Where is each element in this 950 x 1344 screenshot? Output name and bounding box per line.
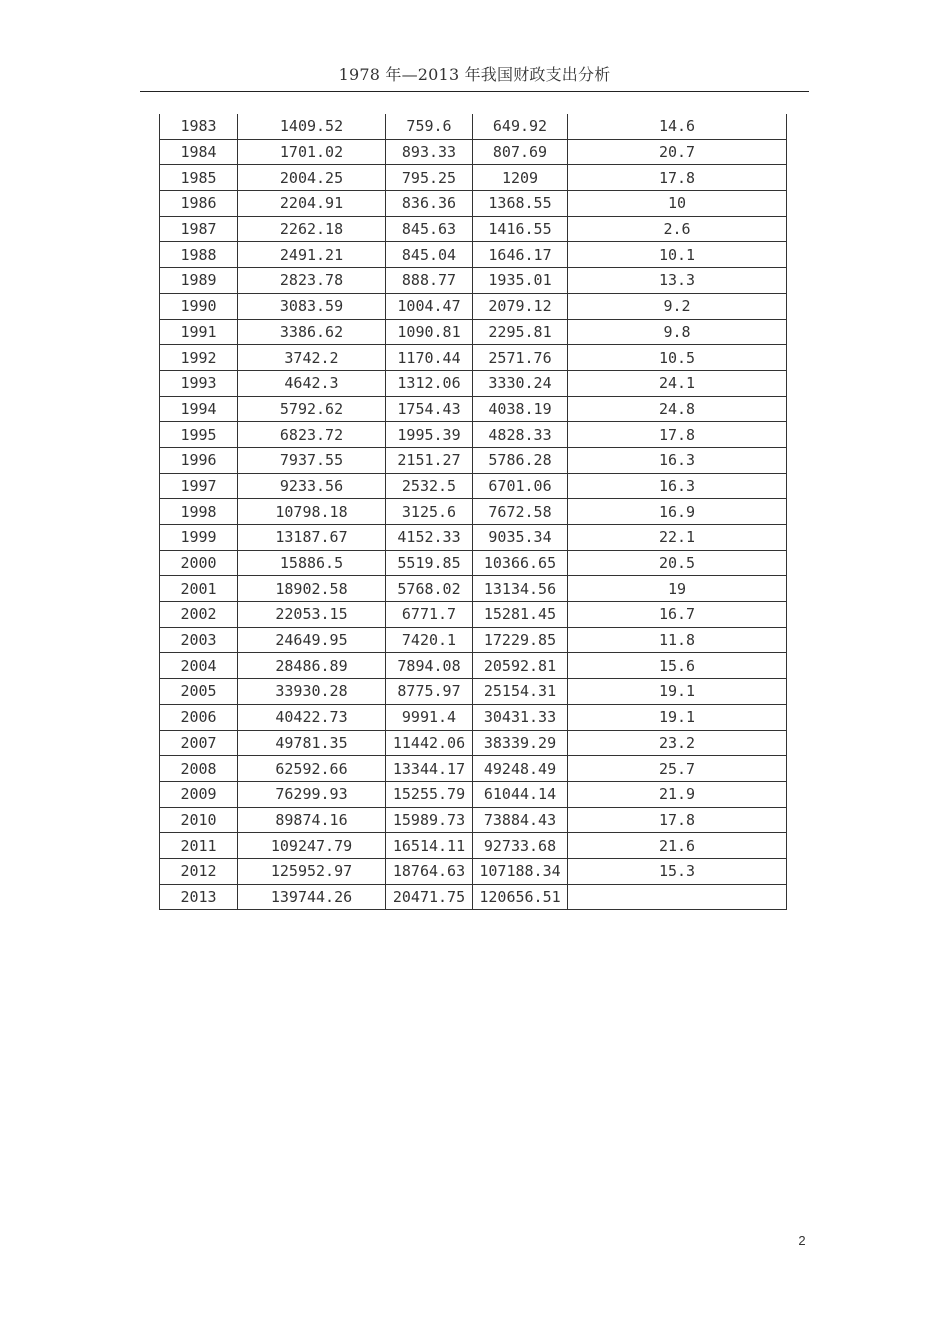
local-expenditure-cell: 13134.56 [473,576,568,602]
year-cell: 1995 [160,422,238,448]
central-expenditure-cell: 845.63 [386,216,473,242]
local-expenditure-cell: 120656.51 [473,884,568,910]
growth-rate-cell: 24.8 [568,396,787,422]
local-expenditure-cell: 2079.12 [473,293,568,319]
total-expenditure-cell: 2262.18 [238,216,386,242]
central-expenditure-cell: 20471.75 [386,884,473,910]
year-cell: 1994 [160,396,238,422]
year-cell: 1986 [160,191,238,217]
fiscal-table-body [160,114,787,910]
local-expenditure-cell: 1646.17 [473,242,568,268]
central-expenditure-cell: 795.25 [386,165,473,191]
growth-rate-cell: 25.7 [568,756,787,782]
central-expenditure-cell: 1090.81 [386,319,473,345]
growth-rate-cell: 19.1 [568,679,787,705]
table-row [160,447,787,473]
year-cell: 2013 [160,884,238,910]
year-cell: 2007 [160,730,238,756]
growth-rate-cell: 17.8 [568,165,787,191]
total-expenditure-cell: 62592.66 [238,756,386,782]
central-expenditure-cell: 1312.06 [386,370,473,396]
local-expenditure-cell: 1209 [473,165,568,191]
total-expenditure-cell: 3083.59 [238,293,386,319]
table-row [160,858,787,884]
total-expenditure-cell: 13187.67 [238,525,386,551]
total-expenditure-cell: 9233.56 [238,473,386,499]
growth-rate-cell: 23.2 [568,730,787,756]
table-row [160,499,787,525]
year-cell: 1984 [160,139,238,165]
table-row [160,216,787,242]
year-cell: 1992 [160,345,238,371]
growth-rate-cell: 11.8 [568,627,787,653]
growth-rate-cell: 19 [568,576,787,602]
central-expenditure-cell: 6771.7 [386,602,473,628]
central-expenditure-cell: 7894.08 [386,653,473,679]
table-row [160,730,787,756]
total-expenditure-cell: 22053.15 [238,602,386,628]
table-row [160,319,787,345]
total-expenditure-cell: 18902.58 [238,576,386,602]
table-row [160,345,787,371]
total-expenditure-cell: 15886.5 [238,550,386,576]
table-row [160,114,787,139]
growth-rate-cell: 16.3 [568,473,787,499]
year-cell: 2004 [160,653,238,679]
central-expenditure-cell: 1754.43 [386,396,473,422]
local-expenditure-cell: 15281.45 [473,602,568,628]
central-expenditure-cell: 16514.11 [386,833,473,859]
growth-rate-cell: 17.8 [568,422,787,448]
growth-rate-cell: 16.7 [568,602,787,628]
central-expenditure-cell: 888.77 [386,268,473,294]
year-cell: 2006 [160,704,238,730]
table-row [160,370,787,396]
local-expenditure-cell: 10366.65 [473,550,568,576]
local-expenditure-cell: 38339.29 [473,730,568,756]
year-cell: 2010 [160,807,238,833]
local-expenditure-cell: 9035.34 [473,525,568,551]
central-expenditure-cell: 8775.97 [386,679,473,705]
table-row [160,807,787,833]
growth-rate-cell: 20.7 [568,139,787,165]
total-expenditure-cell: 2004.25 [238,165,386,191]
local-expenditure-cell: 25154.31 [473,679,568,705]
central-expenditure-cell: 759.6 [386,114,473,139]
growth-rate-cell: 17.8 [568,807,787,833]
total-expenditure-cell: 4642.3 [238,370,386,396]
local-expenditure-cell: 2571.76 [473,345,568,371]
year-cell: 2000 [160,550,238,576]
year-cell: 1990 [160,293,238,319]
local-expenditure-cell: 61044.14 [473,781,568,807]
year-cell: 1989 [160,268,238,294]
growth-rate-cell: 9.2 [568,293,787,319]
year-cell: 1988 [160,242,238,268]
growth-rate-cell: 16.3 [568,447,787,473]
year-cell: 1998 [160,499,238,525]
total-expenditure-cell: 5792.62 [238,396,386,422]
table-row [160,756,787,782]
growth-rate-cell: 16.9 [568,499,787,525]
table-row [160,525,787,551]
local-expenditure-cell: 5786.28 [473,447,568,473]
table-row [160,833,787,859]
central-expenditure-cell: 836.36 [386,191,473,217]
table-row [160,627,787,653]
total-expenditure-cell: 3742.2 [238,345,386,371]
growth-rate-cell: 10 [568,191,787,217]
central-expenditure-cell: 5519.85 [386,550,473,576]
central-expenditure-cell: 15255.79 [386,781,473,807]
year-cell: 1991 [160,319,238,345]
year-cell: 2002 [160,602,238,628]
central-expenditure-cell: 3125.6 [386,499,473,525]
local-expenditure-cell: 2295.81 [473,319,568,345]
growth-rate-cell: 13.3 [568,268,787,294]
year-cell: 2012 [160,858,238,884]
growth-rate-cell: 10.1 [568,242,787,268]
table-row [160,550,787,576]
central-expenditure-cell: 893.33 [386,139,473,165]
growth-rate-cell: 21.9 [568,781,787,807]
total-expenditure-cell: 2204.91 [238,191,386,217]
table-row [160,884,787,910]
local-expenditure-cell: 30431.33 [473,704,568,730]
table-row [160,473,787,499]
total-expenditure-cell: 2823.78 [238,268,386,294]
local-expenditure-cell: 1935.01 [473,268,568,294]
total-expenditure-cell: 33930.28 [238,679,386,705]
total-expenditure-cell: 1701.02 [238,139,386,165]
total-expenditure-cell: 3386.62 [238,319,386,345]
local-expenditure-cell: 4828.33 [473,422,568,448]
central-expenditure-cell: 845.04 [386,242,473,268]
local-expenditure-cell: 6701.06 [473,473,568,499]
growth-rate-cell: 15.6 [568,653,787,679]
table-row [160,191,787,217]
central-expenditure-cell: 1170.44 [386,345,473,371]
year-cell: 1983 [160,114,238,139]
central-expenditure-cell: 7420.1 [386,627,473,653]
growth-rate-cell: 10.5 [568,345,787,371]
growth-rate-cell: 22.1 [568,525,787,551]
growth-rate-cell: 24.1 [568,370,787,396]
central-expenditure-cell: 2532.5 [386,473,473,499]
total-expenditure-cell: 89874.16 [238,807,386,833]
year-cell: 2009 [160,781,238,807]
local-expenditure-cell: 7672.58 [473,499,568,525]
total-expenditure-cell: 7937.55 [238,447,386,473]
growth-rate-cell: 9.8 [568,319,787,345]
year-cell: 2001 [160,576,238,602]
table-row [160,679,787,705]
total-expenditure-cell: 6823.72 [238,422,386,448]
total-expenditure-cell: 2491.21 [238,242,386,268]
total-expenditure-cell: 139744.26 [238,884,386,910]
total-expenditure-cell: 10798.18 [238,499,386,525]
central-expenditure-cell: 5768.02 [386,576,473,602]
growth-rate-cell: 21.6 [568,833,787,859]
table-row [160,653,787,679]
year-cell: 2003 [160,627,238,653]
year-cell: 2011 [160,833,238,859]
header-rule [140,91,809,92]
total-expenditure-cell: 24649.95 [238,627,386,653]
year-cell: 1997 [160,473,238,499]
central-expenditure-cell: 15989.73 [386,807,473,833]
year-cell: 2005 [160,679,238,705]
local-expenditure-cell: 92733.68 [473,833,568,859]
total-expenditure-cell: 109247.79 [238,833,386,859]
page-header-title: 1978 年—2013 年我国财政支出分析 [338,65,611,84]
central-expenditure-cell: 18764.63 [386,858,473,884]
table-row [160,422,787,448]
local-expenditure-cell: 107188.34 [473,858,568,884]
central-expenditure-cell: 2151.27 [386,447,473,473]
central-expenditure-cell: 13344.17 [386,756,473,782]
year-cell: 1996 [160,447,238,473]
table-row [160,576,787,602]
growth-rate-cell: 15.3 [568,858,787,884]
total-expenditure-cell: 49781.35 [238,730,386,756]
year-cell: 1985 [160,165,238,191]
table-row [160,139,787,165]
total-expenditure-cell: 40422.73 [238,704,386,730]
table-row [160,396,787,422]
total-expenditure-cell: 28486.89 [238,653,386,679]
central-expenditure-cell: 1004.47 [386,293,473,319]
year-cell: 1999 [160,525,238,551]
page-number: 2 [798,1233,806,1248]
central-expenditure-cell: 1995.39 [386,422,473,448]
total-expenditure-cell: 125952.97 [238,858,386,884]
local-expenditure-cell: 1368.55 [473,191,568,217]
local-expenditure-cell: 49248.49 [473,756,568,782]
local-expenditure-cell: 73884.43 [473,807,568,833]
table-row [160,242,787,268]
central-expenditure-cell: 11442.06 [386,730,473,756]
local-expenditure-cell: 3330.24 [473,370,568,396]
table-row [160,781,787,807]
local-expenditure-cell: 649.92 [473,114,568,139]
table-row [160,704,787,730]
fiscal-expenditure-table [159,114,787,910]
local-expenditure-cell: 17229.85 [473,627,568,653]
growth-rate-cell: 19.1 [568,704,787,730]
local-expenditure-cell: 807.69 [473,139,568,165]
year-cell: 1987 [160,216,238,242]
table-row [160,602,787,628]
local-expenditure-cell: 1416.55 [473,216,568,242]
total-expenditure-cell: 76299.93 [238,781,386,807]
local-expenditure-cell: 20592.81 [473,653,568,679]
table-row [160,293,787,319]
total-expenditure-cell: 1409.52 [238,114,386,139]
central-expenditure-cell: 9991.4 [386,704,473,730]
year-cell: 1993 [160,370,238,396]
local-expenditure-cell: 4038.19 [473,396,568,422]
growth-rate-cell: 14.6 [568,114,787,139]
table-row [160,165,787,191]
year-cell: 2008 [160,756,238,782]
growth-rate-cell: 2.6 [568,216,787,242]
growth-rate-cell [568,884,787,910]
table-row [160,268,787,294]
growth-rate-cell: 20.5 [568,550,787,576]
central-expenditure-cell: 4152.33 [386,525,473,551]
